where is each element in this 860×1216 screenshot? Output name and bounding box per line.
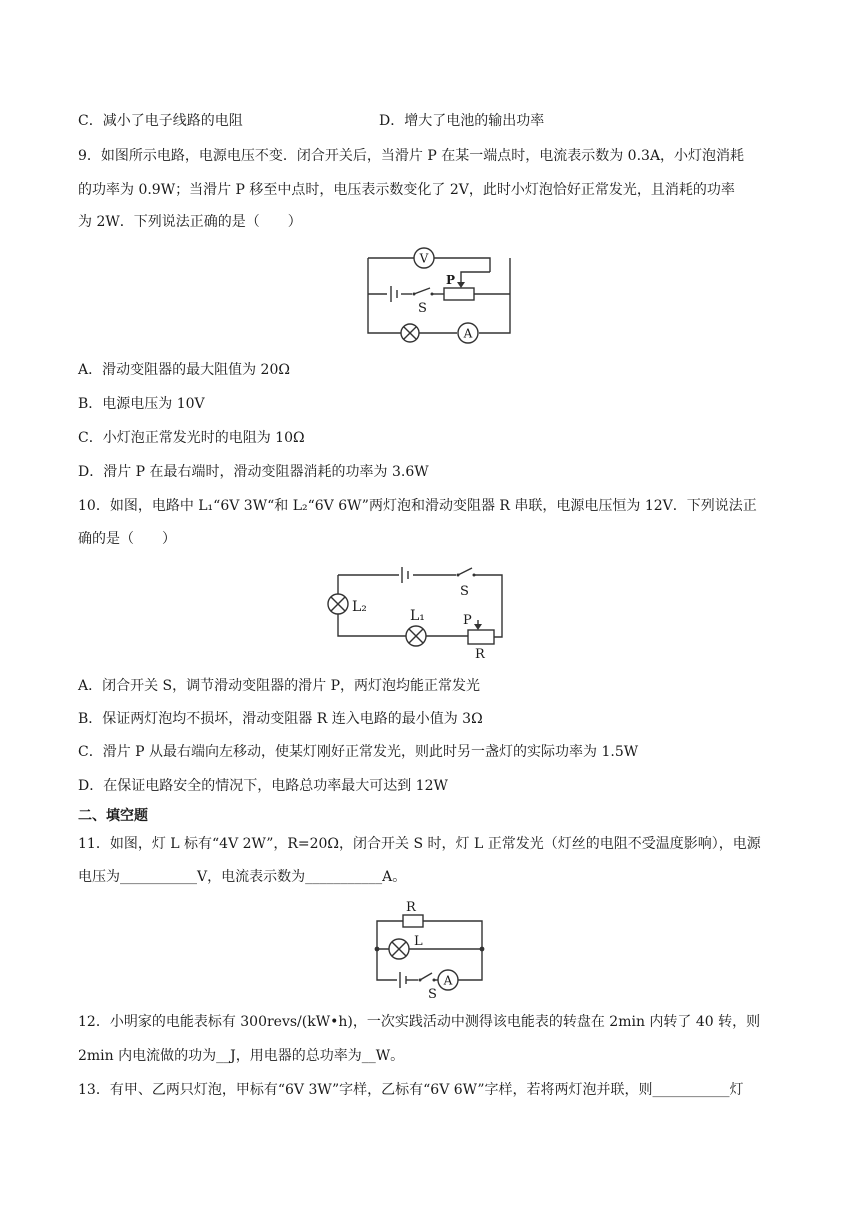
q11-circuit-diagram bbox=[372, 900, 492, 1000]
q11-text-line-2: 电压为___________V，电流表示数为___________A。 bbox=[78, 869, 407, 885]
q9-text-line-1: 9．如图所示电路，电源电压不变．闭合开关后，当滑片 P 在某一端点时，电流表示数为 0.3A，小灯泡消耗 bbox=[78, 148, 745, 164]
q10-text-line-2: 确的是（ ） bbox=[78, 531, 176, 547]
q9-option-c: C．小灯泡正常发光时的电阻为 10Ω bbox=[78, 430, 305, 446]
q11-lamp-icon bbox=[389, 939, 409, 959]
q11-ammeter-icon bbox=[438, 970, 458, 990]
q9-option-a: A．滑动变阻器的最大阻值为 20Ω bbox=[78, 362, 290, 378]
q10-circuit-diagram bbox=[328, 562, 508, 662]
q9-option-b: B．电源电压为 10V bbox=[78, 396, 205, 412]
q9-switch-icon bbox=[413, 288, 434, 296]
svg-text:A: A bbox=[463, 326, 473, 341]
q10-lamp2-label: L₂ bbox=[352, 599, 367, 615]
q10-lamp2-icon bbox=[328, 594, 348, 614]
q9-lamp-icon bbox=[401, 324, 419, 342]
q10-option-b: B．保证两灯泡均不损坏，滑动变阻器 R 连入电路的最小值为 3Ω bbox=[78, 711, 483, 727]
section-title: 二、填空题 bbox=[78, 808, 148, 824]
q9-text-line-2: 的功率为 0.9W；当滑片 P 移至中点时，电压表示数变化了 2V，此时小灯泡恰好正常发光，且消耗的功率 bbox=[78, 182, 735, 198]
q10-switch-icon bbox=[457, 568, 476, 577]
q10-lamp1-label: L₁ bbox=[410, 608, 425, 624]
q10-option-c: C．滑片 P 从最右端向左移动，使某灯刚好正常发光，则此时另一盏灯的实际功率为 1.5W bbox=[78, 744, 639, 760]
q11-lamp-label: L bbox=[414, 934, 423, 949]
q9-text-line-3: 为 2W．下列说法正确的是（ ） bbox=[78, 214, 302, 230]
q9-ammeter-icon bbox=[458, 323, 478, 343]
q13-text-line-1: 13．有甲、乙两只灯泡，甲标有“6V 3W”字样，乙标有“6V 6W”字样，若将两灯泡并联，则___________灯 bbox=[78, 1082, 744, 1098]
q10-slider-label: P bbox=[463, 613, 472, 628]
q10-text-line-1: 10．如图，电路中 L₁“6V 3W“和 L₂“6V 6W”两灯泡和滑动变阻器 R 串联，电源电压恒为 12V．下列说法正 bbox=[78, 498, 757, 514]
q11-resistor-label: R bbox=[406, 900, 416, 915]
q11-text-line-1: 11．如图，灯 L 标有“4V 2W”，R=20Ω，闭合开关 S 时，灯 L 正常发光（灯丝的电阻不受温度影响），电源 bbox=[78, 836, 761, 852]
q10-option-d: D．在保证电路安全的情况下，电路总功率最大可达到 12W bbox=[78, 778, 448, 794]
q10-rheostat-icon bbox=[468, 630, 494, 644]
q10-option-a: A．闭合开关 S，调节滑动变阻器的滑片 P，两灯泡均能正常发光 bbox=[78, 678, 481, 694]
q10-rheostat-label: R bbox=[475, 647, 485, 662]
q10-lamp1-icon bbox=[406, 626, 426, 646]
q9-rheostat-icon bbox=[444, 288, 474, 300]
svg-text:A: A bbox=[443, 973, 453, 988]
q10-switch-label: S bbox=[460, 584, 469, 599]
q9-voltmeter-icon bbox=[414, 248, 434, 268]
q12-text-line-2: 2min 内电流做的功为__J，用电器的总功率为__W。 bbox=[78, 1048, 405, 1064]
svg-text:V: V bbox=[419, 251, 429, 266]
q11-switch-icon bbox=[419, 973, 436, 982]
q8-option-c: C．减小了电子线路的电阻 bbox=[78, 113, 243, 129]
q8-option-d: D．增大了电池的输出功率 bbox=[379, 113, 545, 129]
q9-slider-label: P bbox=[446, 273, 456, 287]
q9-option-d: D．滑片 P 在最右端时，滑动变阻器消耗的功率为 3.6W bbox=[78, 464, 429, 480]
q11-resistor-icon bbox=[403, 915, 423, 927]
q11-switch-label: S bbox=[428, 987, 437, 1002]
q9-circuit-diagram bbox=[360, 244, 520, 346]
q12-text-line-1: 12．小明家的电能表标有 300revs/(kW•h)，一次实践活动中测得该电能表的转盘在 2min 内转了 40 转，则 bbox=[78, 1014, 761, 1030]
q9-switch-label: S bbox=[418, 301, 427, 316]
